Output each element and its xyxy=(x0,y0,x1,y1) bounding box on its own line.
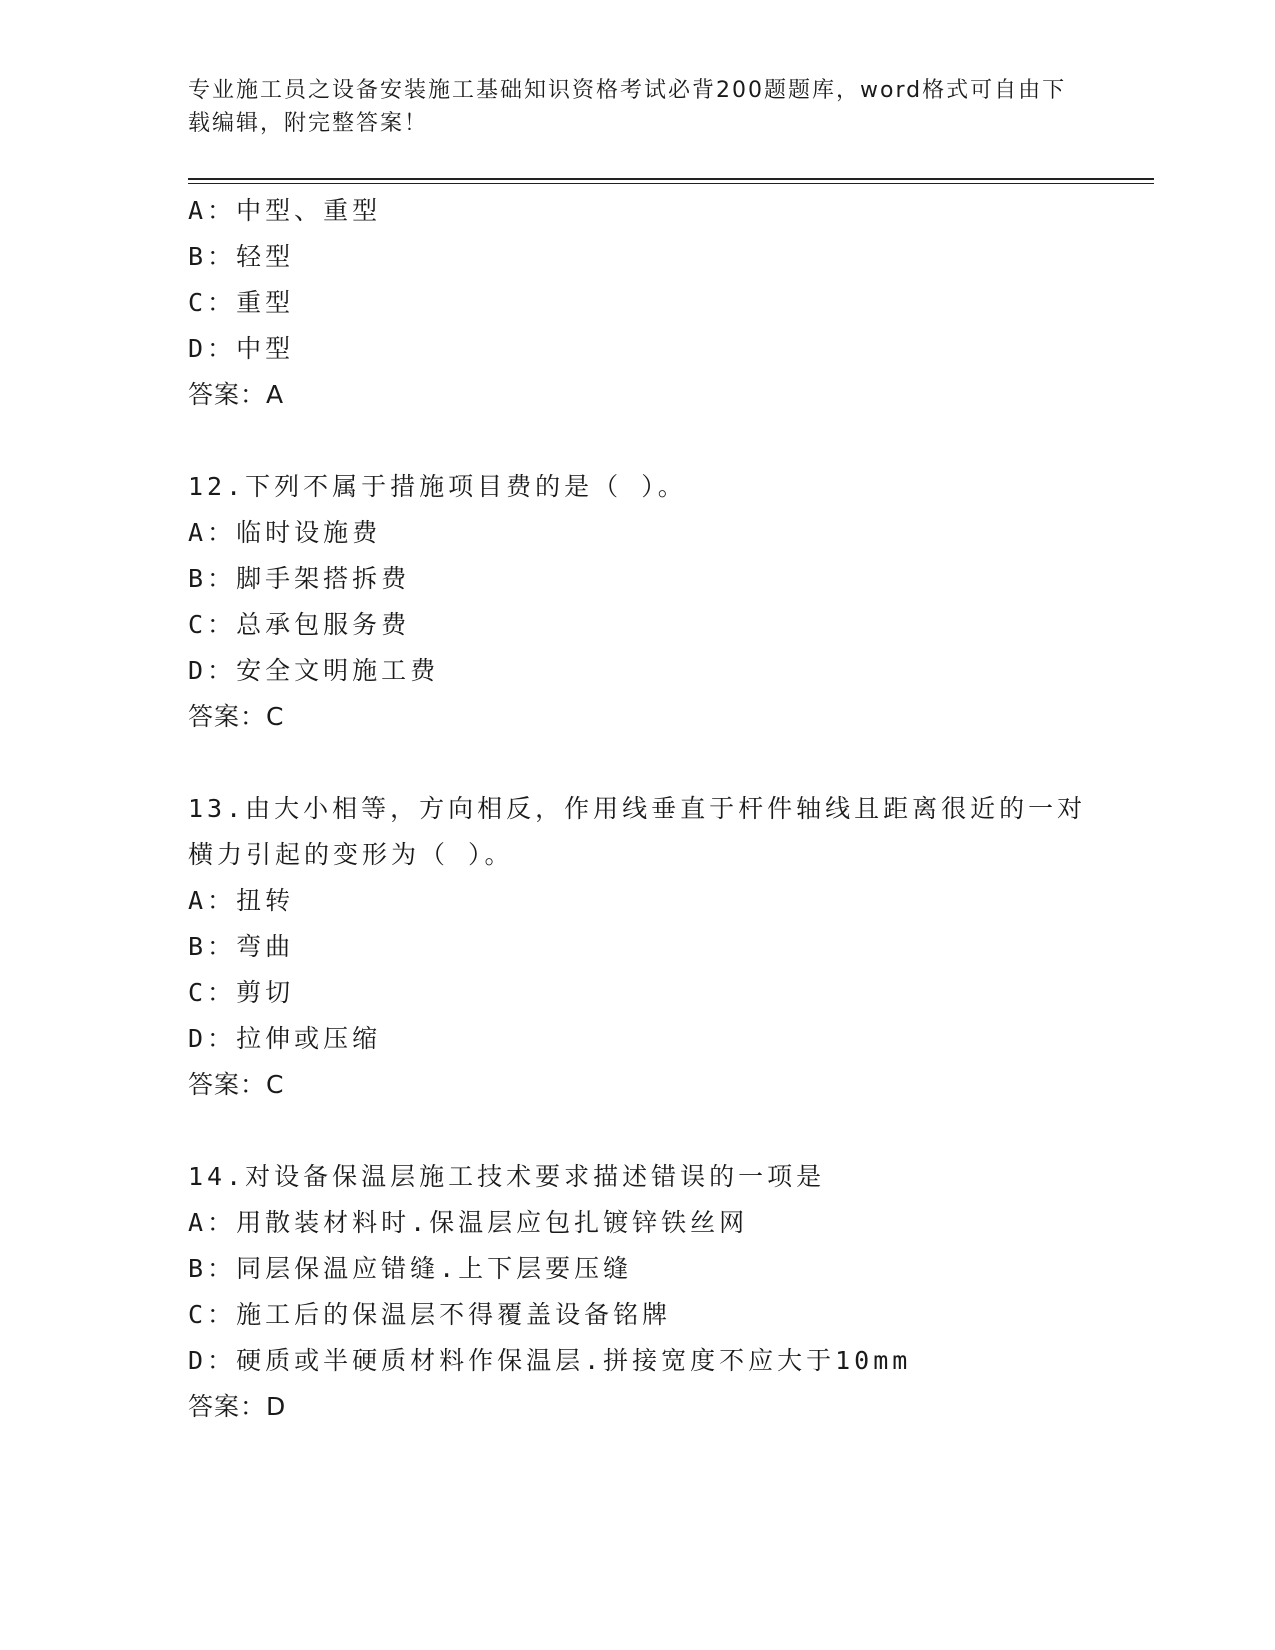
option-c: C：施工后的保温层不得覆盖设备铭牌 xyxy=(188,1300,672,1329)
option-a: A：中型、重型 xyxy=(188,196,382,225)
option-a: A：临时设施费 xyxy=(188,518,382,547)
answer-line: 答案：C xyxy=(188,702,285,731)
option-b: B：脚手架搭拆费 xyxy=(188,564,411,593)
option-b: B：轻型 xyxy=(188,242,295,271)
question-block-11 xyxy=(188,188,1154,418)
header-divider-thin xyxy=(188,183,1154,184)
question-block-12 xyxy=(188,464,1154,740)
answer-line: 答案：C xyxy=(188,1070,285,1099)
answer-line: 答案：A xyxy=(188,380,285,409)
header-divider xyxy=(188,178,1154,180)
option-b: B：弯曲 xyxy=(188,932,295,961)
document-header: 专业施工员之设备安装施工基础知识资格考试必背200题题库，word格式可自由下载编辑，附完整答案！ xyxy=(188,78,1067,136)
option-c: C：剪切 xyxy=(188,978,295,1007)
question-stem-line-2: 横力引起的变形为（ ）。 xyxy=(188,840,514,869)
option-d: D：安全文明施工费 xyxy=(188,656,440,685)
option-c: C：总承包服务费 xyxy=(188,610,411,639)
option-d: D：硬质或半硬质材料作保温层.拼接宽度不应大于10mm xyxy=(188,1346,912,1375)
option-a: A：扭转 xyxy=(188,886,295,915)
option-a: A：用散装材料时.保温层应包扎镀锌铁丝网 xyxy=(188,1208,749,1237)
question-block-14 xyxy=(188,1154,1154,1430)
option-d: D：中型 xyxy=(188,334,295,363)
question-stem-line-1: 13.由大小相等，方向相反，作用线垂直于杆件轴线且距离很近的一对 xyxy=(188,794,1087,823)
option-b: B：同层保温应错缝.上下层要压缝 xyxy=(188,1254,633,1283)
question-stem: 12.下列不属于措施项目费的是（ ）。 xyxy=(188,472,687,501)
answer-line: 答案：D xyxy=(188,1392,287,1421)
option-d: D：拉伸或压缩 xyxy=(188,1024,382,1053)
question-list xyxy=(188,188,1154,1430)
question-stem: 14.对设备保温层施工技术要求描述错误的一项是 xyxy=(188,1162,826,1191)
question-block-13 xyxy=(188,786,1154,1108)
option-c: C：重型 xyxy=(188,288,295,317)
